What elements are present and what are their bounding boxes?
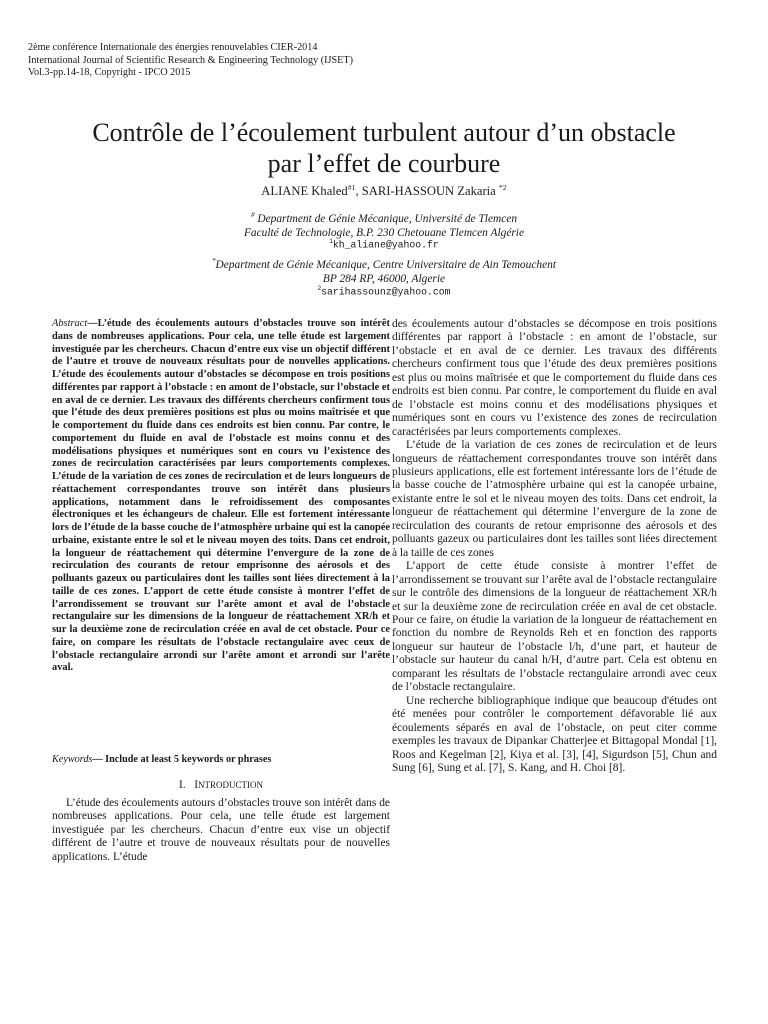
- author-marker: *2: [498, 183, 507, 192]
- keywords-lead: Keywords: [52, 754, 93, 765]
- email-marker: 1: [329, 238, 333, 245]
- header-line: Vol.3-pp.14-18, Copyright - IPCO 2015: [28, 67, 191, 79]
- author-name: SARI-HASSOUN Zakaria: [361, 184, 496, 199]
- abstract-dash: —: [87, 318, 98, 329]
- affiliation-line: Faculté de Technologie, B.P. 230 Chetouane Tlemcen Algérie: [243, 226, 525, 239]
- authors: [0, 183, 768, 199]
- section-title-initial: I: [194, 779, 198, 791]
- affiliation-line: Department de Génie Mécanique, Centre Universitaire de Ain Temouchent: [215, 258, 556, 271]
- abstract: [52, 318, 390, 675]
- header-line: International Journal of Scientific Research & Engineering Technology (IJSET): [28, 54, 353, 66]
- affiliation-line: Department de Génie Mécanique, Université de Tlemcen: [254, 212, 518, 225]
- email-marker: 2: [317, 285, 322, 292]
- abstract-lead: Abstract: [52, 318, 88, 329]
- title-line: par l’effet de courbure: [267, 149, 501, 178]
- email-address[interactable]: sarihassounz@yahoo.com: [321, 286, 451, 298]
- section-number: I.: [179, 779, 186, 791]
- author-marker: #1: [347, 183, 356, 192]
- section-heading: [52, 779, 390, 791]
- affiliation-line: BP 284 RP, 46000, Algerie: [322, 272, 446, 285]
- paragraph: L’étude des écoulements autours d’obstacles trouve son intérêt dans de nombreuses applications. Pour cela, une telle étude est largement investiguée par les chercheurs. Chacun d’entre eux vise un objectif différent de l’autre et trouve de nouveaux résultats pour de nouvelles applications. L’étude: [52, 797, 390, 863]
- section-title-rest: NTRODUCTION: [198, 780, 263, 790]
- author-separator: ,: [355, 184, 362, 199]
- right-column-text: [392, 318, 717, 775]
- author-name: ALIANE Khaled: [261, 184, 348, 199]
- affiliation-marker: #: [250, 211, 255, 219]
- affiliation-marker: *: [211, 257, 216, 265]
- email[interactable]: [0, 238, 768, 250]
- paragraph: L’apport de cette étude consiste à montrer l’effet de l’arrondissement se trouvant sur l’arête aval de l’obstacle rectangulaire sur le contrôle des dimensions de la longueur de réattachement XR/h et sur la deuxième zone de recirculation créée en aval de cet obstacle. Pour ce faire, on étudie la variation de la longueur de réattachement en fonction du nombre de Reynolds Reh et en fonction des rapports longueur sur hauteur de l’obstacle l/h, d’une part, et hauteur de l’obstacle sur hauteur du canal h/H, d’autre part. Cela est obtenu en comparant les résultats de l’obstacle rectangulaire arrondi avec ceux de l’obstacle rectangulaire.: [392, 560, 717, 694]
- keywords-dash: —: [92, 754, 106, 765]
- email[interactable]: [0, 285, 768, 297]
- keywords-text: Include at least 5 keywords or phrases: [105, 754, 272, 765]
- title-line: Contrôle de l’écoulement turbulent autour d’un obstacle: [92, 118, 676, 147]
- paragraph: L’étude de la variation de ces zones de recirculation et de leurs longueurs de réattachement correspondantes trouve son intérêt dans plusieurs applications, elle est fortement intéressante lors de l’étude de la basse couche de l’atmosphère urbaine qui est la canopée urbaine, existante entre le sol et le niveau moyen des toits. Dans cet endroit, la longueur de réattachement qui détermine l’envergure de la zone de recirculation des courants de retour emprisonne des aérosols et des polluants gazeux ou particulaires dont les tailles sont liées directement à la taille de ces zones: [392, 439, 717, 559]
- keywords: [52, 754, 390, 765]
- introduction-text: [52, 797, 390, 864]
- header-line: 2ème conférence Internationale des énergies renouvelables CIER-2014: [28, 42, 318, 53]
- paper-title: [0, 117, 768, 179]
- email-address[interactable]: kh_aliane@yahoo.fr: [332, 239, 439, 251]
- journal-header: [28, 42, 353, 80]
- abstract-text: L’étude des écoulements autours d’obstacles trouve son intérêt dans de nombreuses applications. Pour cela, une telle étude est largement investiguée par les chercheurs. Chacun d’entre eux vise un objectif différent de l’autre et trouve de nouveaux résultats pour de nouvelles applications. L’étude des écoulements autour d’obstacles se décompose en trois positions différentes par rapport à l’obstacle : en amont de l’obstacle, sur l’obstacle et en aval de ce dernier. Les travaux des différents chercheurs confirment tous que l’étude des deux premières positions est plus ou moins maîtrisée et que le comportement du fluide dans ces endroits est bien connu. Par contre, le comportement du fluide en aval de l’obstacle est moins connu et des modélisations physiques et numériques sont en cours vu l’existence des zones de recirculation caractérisées par leurs comportements complexes. L’étude de la variation de ces zones de recirculation et de leurs longueurs de réattachement correspondantes trouve son intérêt dans plusieurs applications, notamment dans le refroidissement des composantes électroniques et les échangeurs de chaleur. Elle est fortement intéressante lors de l’étude de la basse couche de l’atmosphère urbaine qui est la canopée urbaine, existante entre le sol et le niveau moyen des toits. Dans cet endroit, la longueur de réattachement qui détermine l’envergure de la zone de recirculation des courants de retour emprisonne des aérosols et des polluants gazeux ou particulaires dont les tailles sont liées directement à la taille de ces zones. L’apport de cette étude consiste à montrer l’effet de l’arrondissement se trouvant sur l’arête amont et aval de l’obstacle rectangulaire sur les dimensions de la longueur de réattachement XR/h et sur la deuxième zone de recirculation créée en aval de cet obstacle. Pour ce faire, on compare les résultats de l’obstacle rectangulaire avec ceux de l’obstacle rectangulaire arrondi sur l’arête amont et arrondi sur l’arête aval.: [52, 318, 390, 674]
- affiliation: [0, 254, 768, 286]
- paragraph: des écoulements autour d’obstacles se décompose en trois positions différentes par rapport à l’obstacle : en amont de l’obstacle, sur l’obstacle et en aval de ce dernier. Les travaux des différents chercheurs confirment tous que l’étude des deux premières positions est plus ou moins maîtrisée et que le comportement du fluide dans ces endroits est bien connu. Par contre, le comportement du fluide en aval de l’obstacle est moins connu et des modélisations physiques et numériques sont en cours vu l’existence des zones de recirculation caractérisées par leurs comportements complexes.: [392, 318, 717, 438]
- affiliation: [0, 208, 768, 240]
- paragraph: Une recherche bibliographique indique que beaucoup d'études ont été menées pour contrôler le comportement défavorable lié aux écoulements séparés en aval de l’obstacle, on peut citer comme exemples les travaux de Dipankar Chatterjee et Bittagopal Mondal [1], Roos and Kegelman [2], Kiya et al. [3], [4], Sigurdson [5], Chun and Sung [6], Sung et al. [7], S. Kang, and H. Choi [8].: [392, 694, 717, 774]
